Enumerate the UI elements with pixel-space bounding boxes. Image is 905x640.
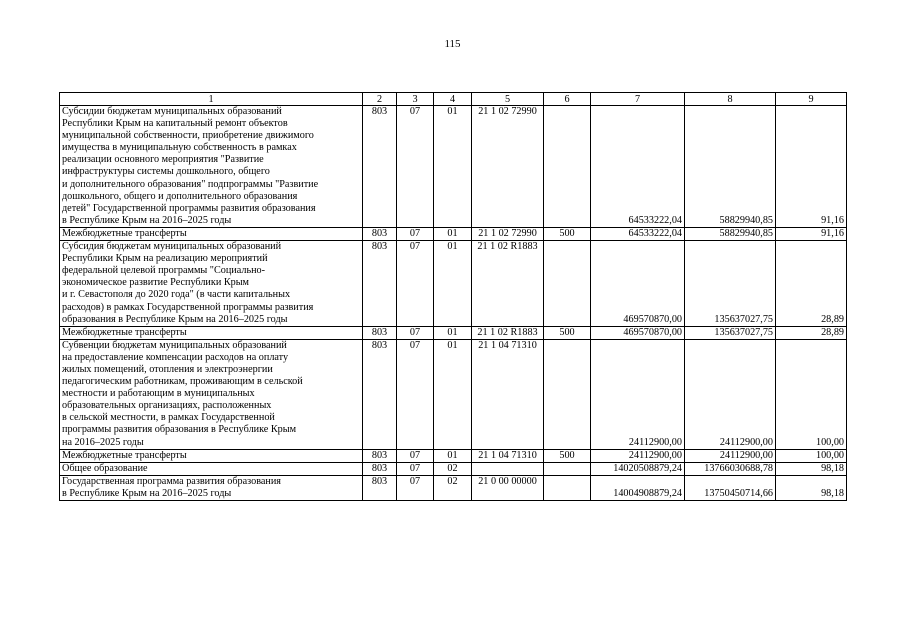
code-ministry: 803: [363, 462, 397, 475]
percent-executed: 100,00: [776, 339, 847, 449]
code-section: 07: [397, 339, 434, 449]
amount-planned: 14004908879,24: [591, 475, 685, 500]
amount-executed: 24112900,00: [685, 339, 776, 449]
code-subsection: 02: [434, 462, 472, 475]
amount-planned: 64533222,04: [591, 227, 685, 240]
code-subsection: 01: [434, 227, 472, 240]
description-line: реализации основного мероприятия "Развитие: [62, 154, 264, 166]
percent-executed: 98,18: [776, 475, 847, 500]
description-line: инфраструктуры системы дошкольного, общего: [62, 166, 270, 178]
column-header: 5: [472, 93, 544, 106]
code-subsection: 01: [434, 106, 472, 228]
code-target-article: 21 1 02 R1883: [472, 326, 544, 339]
header-row: [60, 93, 847, 106]
table-body: [60, 93, 847, 501]
code-target-article: 21 1 04 71310: [472, 449, 544, 462]
code-expense-type: 500: [544, 227, 591, 240]
code-subsection: 01: [434, 326, 472, 339]
description-line: Межбюджетные трансферты: [62, 449, 187, 461]
table-row: [60, 106, 847, 228]
code-expense-type: [544, 462, 591, 475]
code-expense-type: [544, 475, 591, 500]
description-line: на 2016–2025 годы: [62, 436, 144, 448]
description-line: образовательных организациях, расположенных: [62, 400, 272, 412]
description-line: и г. Севастополя до 2020 года" (в части капитальных: [62, 289, 291, 301]
table-row: [60, 241, 847, 327]
description-line: имущества в муниципальную собственность в рамках: [62, 142, 297, 154]
amount-executed: 24112900,00: [685, 449, 776, 462]
table-row: [60, 339, 847, 449]
description-line: Республики Крым на капитальный ремонт объектов: [62, 118, 288, 130]
table-row: [60, 462, 847, 475]
amount-planned: 24112900,00: [591, 339, 685, 449]
code-section: 07: [397, 227, 434, 240]
table-row: [60, 326, 847, 339]
amount-executed: 135637027,75: [685, 241, 776, 327]
row-description: [60, 227, 363, 240]
row-description: [60, 339, 363, 449]
table-row: [60, 227, 847, 240]
code-expense-type: 500: [544, 326, 591, 339]
table-row: [60, 449, 847, 462]
column-header: 4: [434, 93, 472, 106]
code-section: 07: [397, 449, 434, 462]
description-line: Субсидия бюджетам муниципальных образований: [62, 241, 282, 253]
code-section: 07: [397, 241, 434, 327]
row-description: [60, 241, 363, 327]
code-subsection: 01: [434, 339, 472, 449]
row-description: [60, 475, 363, 500]
amount-executed: 135637027,75: [685, 326, 776, 339]
description-line: в сельской местности, в рамках Государственной: [62, 412, 275, 424]
budget-table: [59, 92, 847, 501]
column-header: 1: [60, 93, 363, 106]
description-line: программы развития образования в Республике Крым: [62, 424, 297, 436]
amount-executed: 58829940,85: [685, 227, 776, 240]
code-section: 07: [397, 106, 434, 228]
column-header: 3: [397, 93, 434, 106]
code-target-article: [472, 462, 544, 475]
code-section: 07: [397, 326, 434, 339]
code-subsection: 01: [434, 449, 472, 462]
code-target-article: 21 0 00 00000: [472, 475, 544, 500]
row-description: [60, 106, 363, 228]
row-description: [60, 462, 363, 475]
column-header: 2: [363, 93, 397, 106]
code-section: 07: [397, 475, 434, 500]
table-row: [60, 475, 847, 500]
code-expense-type: 500: [544, 449, 591, 462]
percent-executed: 91,16: [776, 106, 847, 228]
percent-executed: 100,00: [776, 449, 847, 462]
code-target-article: 21 1 04 71310: [472, 339, 544, 449]
amount-planned: 64533222,04: [591, 106, 685, 228]
description-line: образования в Республике Крым на 2016–2025 годы: [62, 313, 288, 325]
code-ministry: 803: [363, 475, 397, 500]
code-ministry: 803: [363, 449, 397, 462]
amount-executed: 58829940,85: [685, 106, 776, 228]
code-ministry: 803: [363, 106, 397, 228]
description-line: в Республике Крым на 2016–2025 годы: [62, 214, 232, 226]
code-section: 07: [397, 462, 434, 475]
code-target-article: 21 1 02 72990: [472, 227, 544, 240]
column-header: 7: [591, 93, 685, 106]
description-line: Межбюджетные трансферты: [62, 227, 187, 239]
description-line: педагогическим работникам, проживающим в сельской: [62, 376, 303, 388]
description-line: детей" Государственной программы развития образования: [62, 202, 316, 214]
code-target-article: 21 1 02 72990: [472, 106, 544, 228]
column-header: 6: [544, 93, 591, 106]
amount-planned: 469570870,00: [591, 241, 685, 327]
code-subsection: 02: [434, 475, 472, 500]
code-expense-type: [544, 241, 591, 327]
description-line: Субсидии бюджетам муниципальных образований: [62, 106, 282, 117]
percent-executed: 28,89: [776, 326, 847, 339]
row-description: [60, 326, 363, 339]
code-ministry: 803: [363, 227, 397, 240]
column-header: 8: [685, 93, 776, 106]
page-number: 115: [444, 38, 461, 50]
description-line: дошкольного, общего и дополнительного образования: [62, 190, 298, 202]
code-ministry: 803: [363, 326, 397, 339]
description-line: Общее образование: [62, 462, 148, 474]
description-line: Субвенции бюджетам муниципальных образований: [62, 339, 287, 351]
amount-executed: 13766030688,78: [685, 462, 776, 475]
code-ministry: 803: [363, 339, 397, 449]
description-line: экономическое развитие Республики Крым: [62, 277, 249, 289]
description-line: муниципальной собственности, приобретение движимого: [62, 130, 314, 142]
amount-planned: 14020508879,24: [591, 462, 685, 475]
code-expense-type: [544, 339, 591, 449]
code-target-article: 21 1 02 R1883: [472, 241, 544, 327]
description-line: федеральной целевой программы "Социально-: [62, 265, 266, 277]
code-expense-type: [544, 106, 591, 228]
description-line: Республики Крым на реализацию мероприятий: [62, 253, 268, 265]
percent-executed: 98,18: [776, 462, 847, 475]
description-line: на предоставление компенсации расходов на оплату: [62, 351, 289, 363]
code-subsection: 01: [434, 241, 472, 327]
description-line: жилых помещений, отопления и электроэнергии: [62, 363, 273, 375]
description-line: Межбюджетные трансферты: [62, 326, 187, 338]
code-ministry: 803: [363, 241, 397, 327]
amount-planned: 469570870,00: [591, 326, 685, 339]
amount-executed: 13750450714,66: [685, 475, 776, 500]
column-header: 9: [776, 93, 847, 106]
row-description: [60, 449, 363, 462]
description-line: в Республике Крым на 2016–2025 годы: [62, 487, 232, 499]
description-line: местности и работающим в муниципальных: [62, 388, 255, 400]
amount-planned: 24112900,00: [591, 449, 685, 462]
description-line: Государственная программа развития образования: [62, 475, 281, 487]
description-line: расходов) в рамках Государственной программы развития: [62, 301, 314, 313]
percent-executed: 91,16: [776, 227, 847, 240]
percent-executed: 28,89: [776, 241, 847, 327]
description-line: и дополнительного образования" подпрограммы "Развитие: [62, 178, 319, 190]
